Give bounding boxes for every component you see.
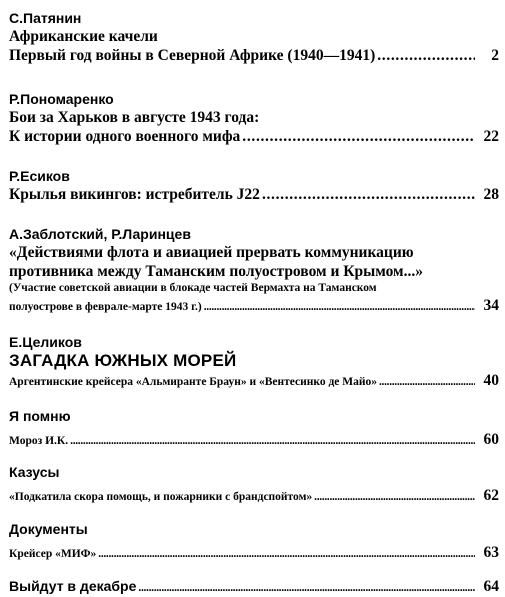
dot-leader: [262, 185, 475, 204]
toc-entry: [9, 521, 499, 562]
section-rubric: Я помню: [9, 408, 71, 424]
article-subtitle: (Участие советской авиации в блокаде частей Вермахта на Таманском: [9, 282, 377, 294]
article-title: Бои за Харьков в августе 1943 года:: [9, 109, 260, 126]
dot-leader: [379, 375, 475, 390]
toc-entry: [9, 226, 499, 315]
toc-line: [9, 543, 499, 562]
dot-leader: [204, 300, 475, 315]
page-number: 40: [483, 372, 499, 389]
article-title: Крылья викингов: истребитель J22: [9, 186, 260, 203]
page-number: 2: [491, 47, 499, 64]
section-rubric: Документы: [9, 521, 88, 537]
dot-leader: [98, 547, 475, 562]
page-number: 34: [483, 297, 499, 314]
toc-line: [9, 127, 499, 146]
toc-entry: [9, 464, 499, 505]
toc-line: [9, 46, 499, 65]
article-subtitle: Первый год войны в Северной Африке (1940—1941): [9, 47, 376, 64]
toc-entry: [9, 408, 499, 449]
author: С.Патянин: [9, 10, 82, 26]
toc-line: [9, 430, 499, 449]
page-number: 63: [483, 544, 499, 561]
toc-entry: [9, 10, 499, 65]
toc-line: [9, 296, 499, 315]
article-subtitle: полуострове в феврале-марте 1943 г.): [9, 301, 202, 313]
author: Р.Есиков: [9, 168, 70, 184]
toc-entry: [9, 91, 499, 146]
page-number: 22: [483, 128, 499, 145]
dot-leader: [138, 581, 475, 596]
article-subtitle: Аргентинские крейсера «Альмиранте Браун» и «Вентесинко де Майо»: [9, 376, 377, 388]
dot-leader: [377, 46, 475, 65]
article-title: Мороз И.К.: [9, 435, 69, 447]
toc-line: [9, 185, 499, 204]
author: А.Заблотский, Р.Ларинцев: [9, 226, 191, 242]
article-title: «Действиями флота и авиацией прервать коммуникацию: [9, 244, 414, 261]
author: Р.Пономаренко: [9, 91, 114, 107]
section-rubric: Казусы: [9, 464, 60, 480]
page-number: 62: [483, 487, 499, 504]
dot-leader: [314, 490, 475, 505]
toc-line: [9, 371, 499, 390]
page-number: 60: [483, 431, 499, 448]
section-rubric: Выйдут в декабре: [9, 578, 137, 594]
toc-entry: [9, 168, 499, 204]
article-title: «Подкатила скора помощь, и пожарники с брандспойтом»: [9, 491, 313, 503]
toc-line: [9, 486, 499, 505]
toc-entry: [9, 577, 499, 596]
page-number: 64: [483, 578, 499, 595]
page-number: 28: [483, 186, 499, 203]
article-title: ЗАГАДКА ЮЖНЫХ МОРЕЙ: [9, 351, 237, 370]
dot-leader: [242, 127, 475, 146]
article-subtitle: К истории одного военного мифа: [9, 128, 241, 145]
article-title: противника между Таманским полуостровом и Крымом...»: [9, 263, 423, 280]
toc-entry: [9, 334, 499, 390]
toc-line: [9, 577, 499, 596]
article-title: Африканские качели: [9, 28, 158, 45]
dot-leader: [70, 434, 475, 449]
author: Е.Целиков: [9, 334, 82, 350]
article-title: Крейсер «МИФ»: [9, 548, 97, 560]
